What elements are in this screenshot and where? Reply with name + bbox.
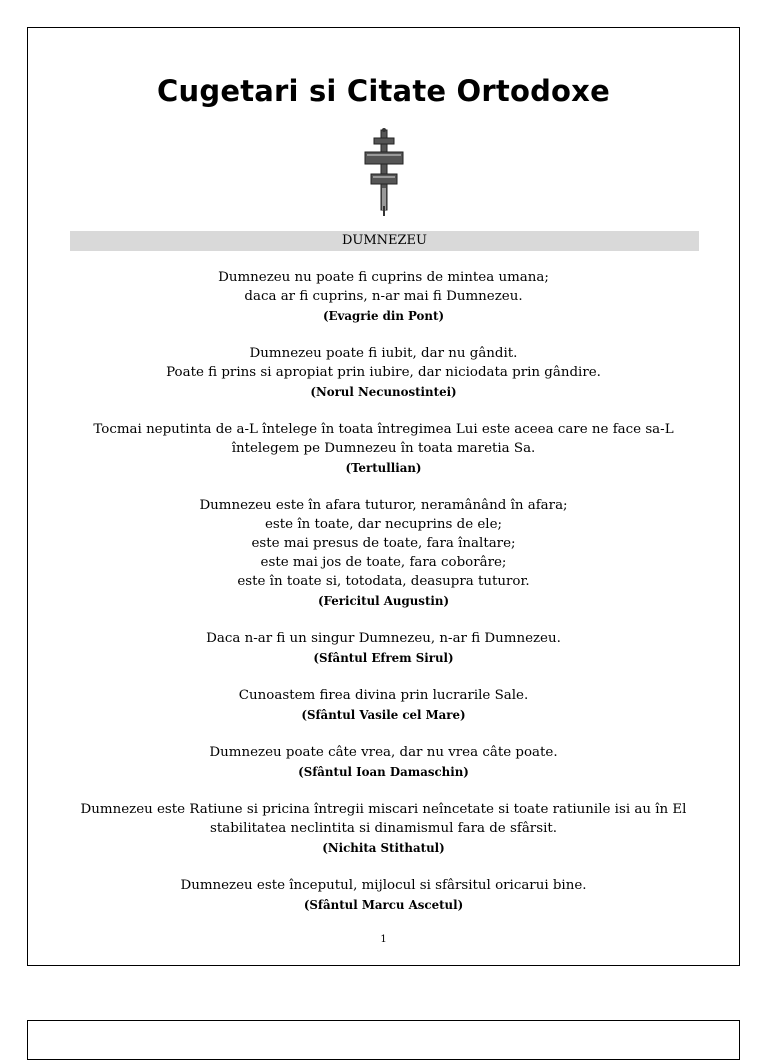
quote-line: Cunoastem firea divina prin lucrarile Sale. [238,688,529,703]
quote-block [28,496,739,611]
quote-block [28,629,739,668]
quote-author: (Sfântul Vasile cel Mare) [301,708,466,722]
quotes-list [28,268,739,933]
quote-line: este în toate si, totodata, deasupra tuturor. [237,574,530,589]
quote-author: (Evagrie din Pont) [322,309,445,323]
quote-line: Tocmai neputinta de a-L întelege în toata întregimea Lui este aceea care ne face sa-L [93,422,674,437]
quote-line: este mai jos de toate, fara coborâre; [260,555,507,570]
quote-author: (Fericitul Augustin) [317,594,450,608]
document-page [27,27,740,966]
next-page [27,1020,740,1060]
quote-block [28,268,739,326]
quote-block [28,420,739,478]
section-heading: DUMNEZEU [70,231,699,251]
orthodox-cross-icon [362,128,406,218]
quote-line: Dumnezeu este în afara tuturor, neramânând în afara; [199,498,568,513]
quote-line: Daca n-ar fi un singur Dumnezeu, n-ar fi Dumnezeu. [206,631,561,646]
quote-author: (Sfântul Ioan Damaschin) [298,765,469,779]
quote-block [28,876,739,915]
quote-line: Dumnezeu poate câte vrea, dar nu vrea câte poate. [209,745,558,760]
quote-author: (Sfântul Efrem Sirul) [313,651,454,665]
quote-line: Dumnezeu este începutul, mijlocul si sfârsitul oricarui bine. [180,878,587,893]
quote-line: întelegem pe Dumnezeu în toata maretia Sa. [231,441,536,456]
quote-line: daca ar fi cuprins, n-ar mai fi Dumnezeu. [244,289,523,304]
quote-line: Poate fi prins si apropiat prin iubire, dar niciodata prin gândire. [166,365,601,380]
quote-author: (Norul Necunostintei) [310,385,457,399]
quote-author: (Sfântul Marcu Ascetul) [303,898,464,912]
quote-block [28,686,739,725]
quote-line: Dumnezeu nu poate fi cuprins de mintea umana; [218,270,549,285]
quote-line: este mai presus de toate, fara înaltare; [251,536,516,551]
quote-line: este în toate, dar necuprins de ele; [264,517,503,532]
quote-line: Dumnezeu este Ratiune si pricina întregii miscari neîncetate si toate ratiunile isi au în El [80,802,687,817]
page-number: 1 [380,934,387,945]
page-title: Cugetari si Citate Ortodoxe [157,74,610,108]
quote-author: (Nichita Stithatul) [322,841,445,855]
quote-line: stabilitatea neclintita si dinamismul fara de sfârsit. [209,821,557,836]
quote-block [28,344,739,402]
quote-block [28,800,739,858]
quote-line: Dumnezeu poate fi iubit, dar nu gândit. [249,346,518,361]
quote-author: (Tertullian) [345,461,422,475]
quote-block [28,743,739,782]
